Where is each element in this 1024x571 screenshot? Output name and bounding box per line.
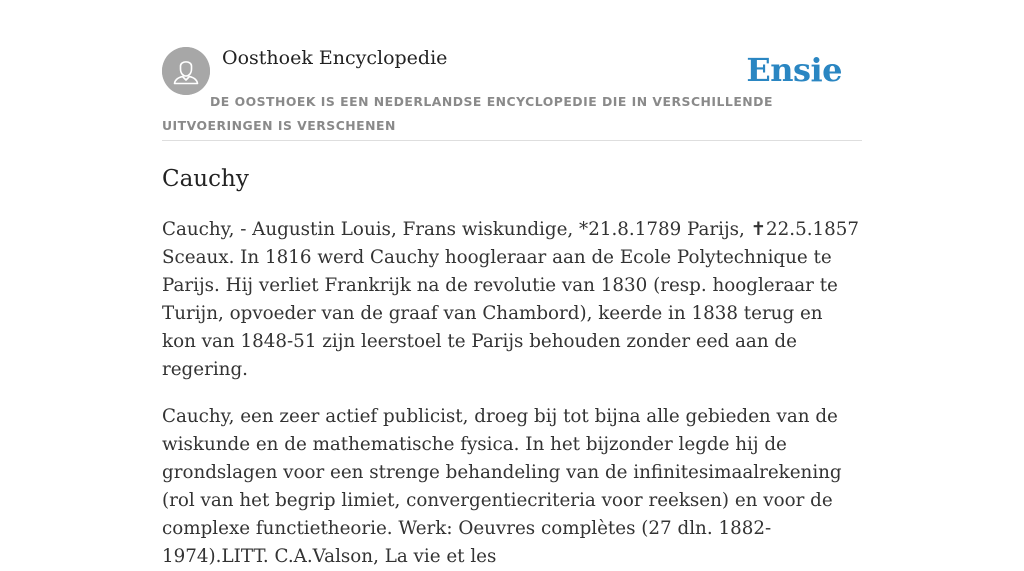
source-header bbox=[162, 46, 862, 141]
article-paragraph: Cauchy, - Augustin Louis, Frans wiskundige, *21.8.1789 Parijs, ✝22.5.1857 Sceaux. In 1816 werd Cauchy hoogleraar aan de Ecole Polytechnique te Parijs. Hij verliet Frankrijk na de revolutie van 1830 (resp. hoogleraar te Turijn, opvoeder van de graaf van Chambord), keerde in 1838 terug en kon van 1848-51 zijn leerstoel te Parijs behouden zonder eed aan de regering. bbox=[162, 219, 860, 380]
user-avatar-icon[interactable] bbox=[162, 47, 210, 95]
article-title: Cauchy bbox=[162, 166, 249, 192]
ensie-logo[interactable]: Ensie bbox=[746, 51, 842, 89]
source-description: DE OOSTHOEK IS EEN NEDERLANDSE ENCYCLOPEDIE DIE IN VERSCHILLENDE UITVOERINGEN IS VERSCHENEN bbox=[162, 94, 773, 133]
article bbox=[162, 164, 872, 571]
article-paragraph: Cauchy, een zeer actief publicist, droeg bij tot bijna alle gebieden van de wiskunde en de mathematische fysica. In het bijzonder legde hij de grondslagen voor een strenge behandeling van de infinitesimaalrekening (rol van het begrip limiet, convergentiecriteria voor reeksen) en voor de complexe functietheorie. Werk: Oeuvres complètes (27 dln. 1882-1974).LITT. C.A.Valson, La vie et les bbox=[162, 406, 842, 567]
source-name-link[interactable]: Oosthoek Encyclopedie bbox=[222, 47, 448, 69]
user-silhouette-icon bbox=[162, 47, 210, 95]
